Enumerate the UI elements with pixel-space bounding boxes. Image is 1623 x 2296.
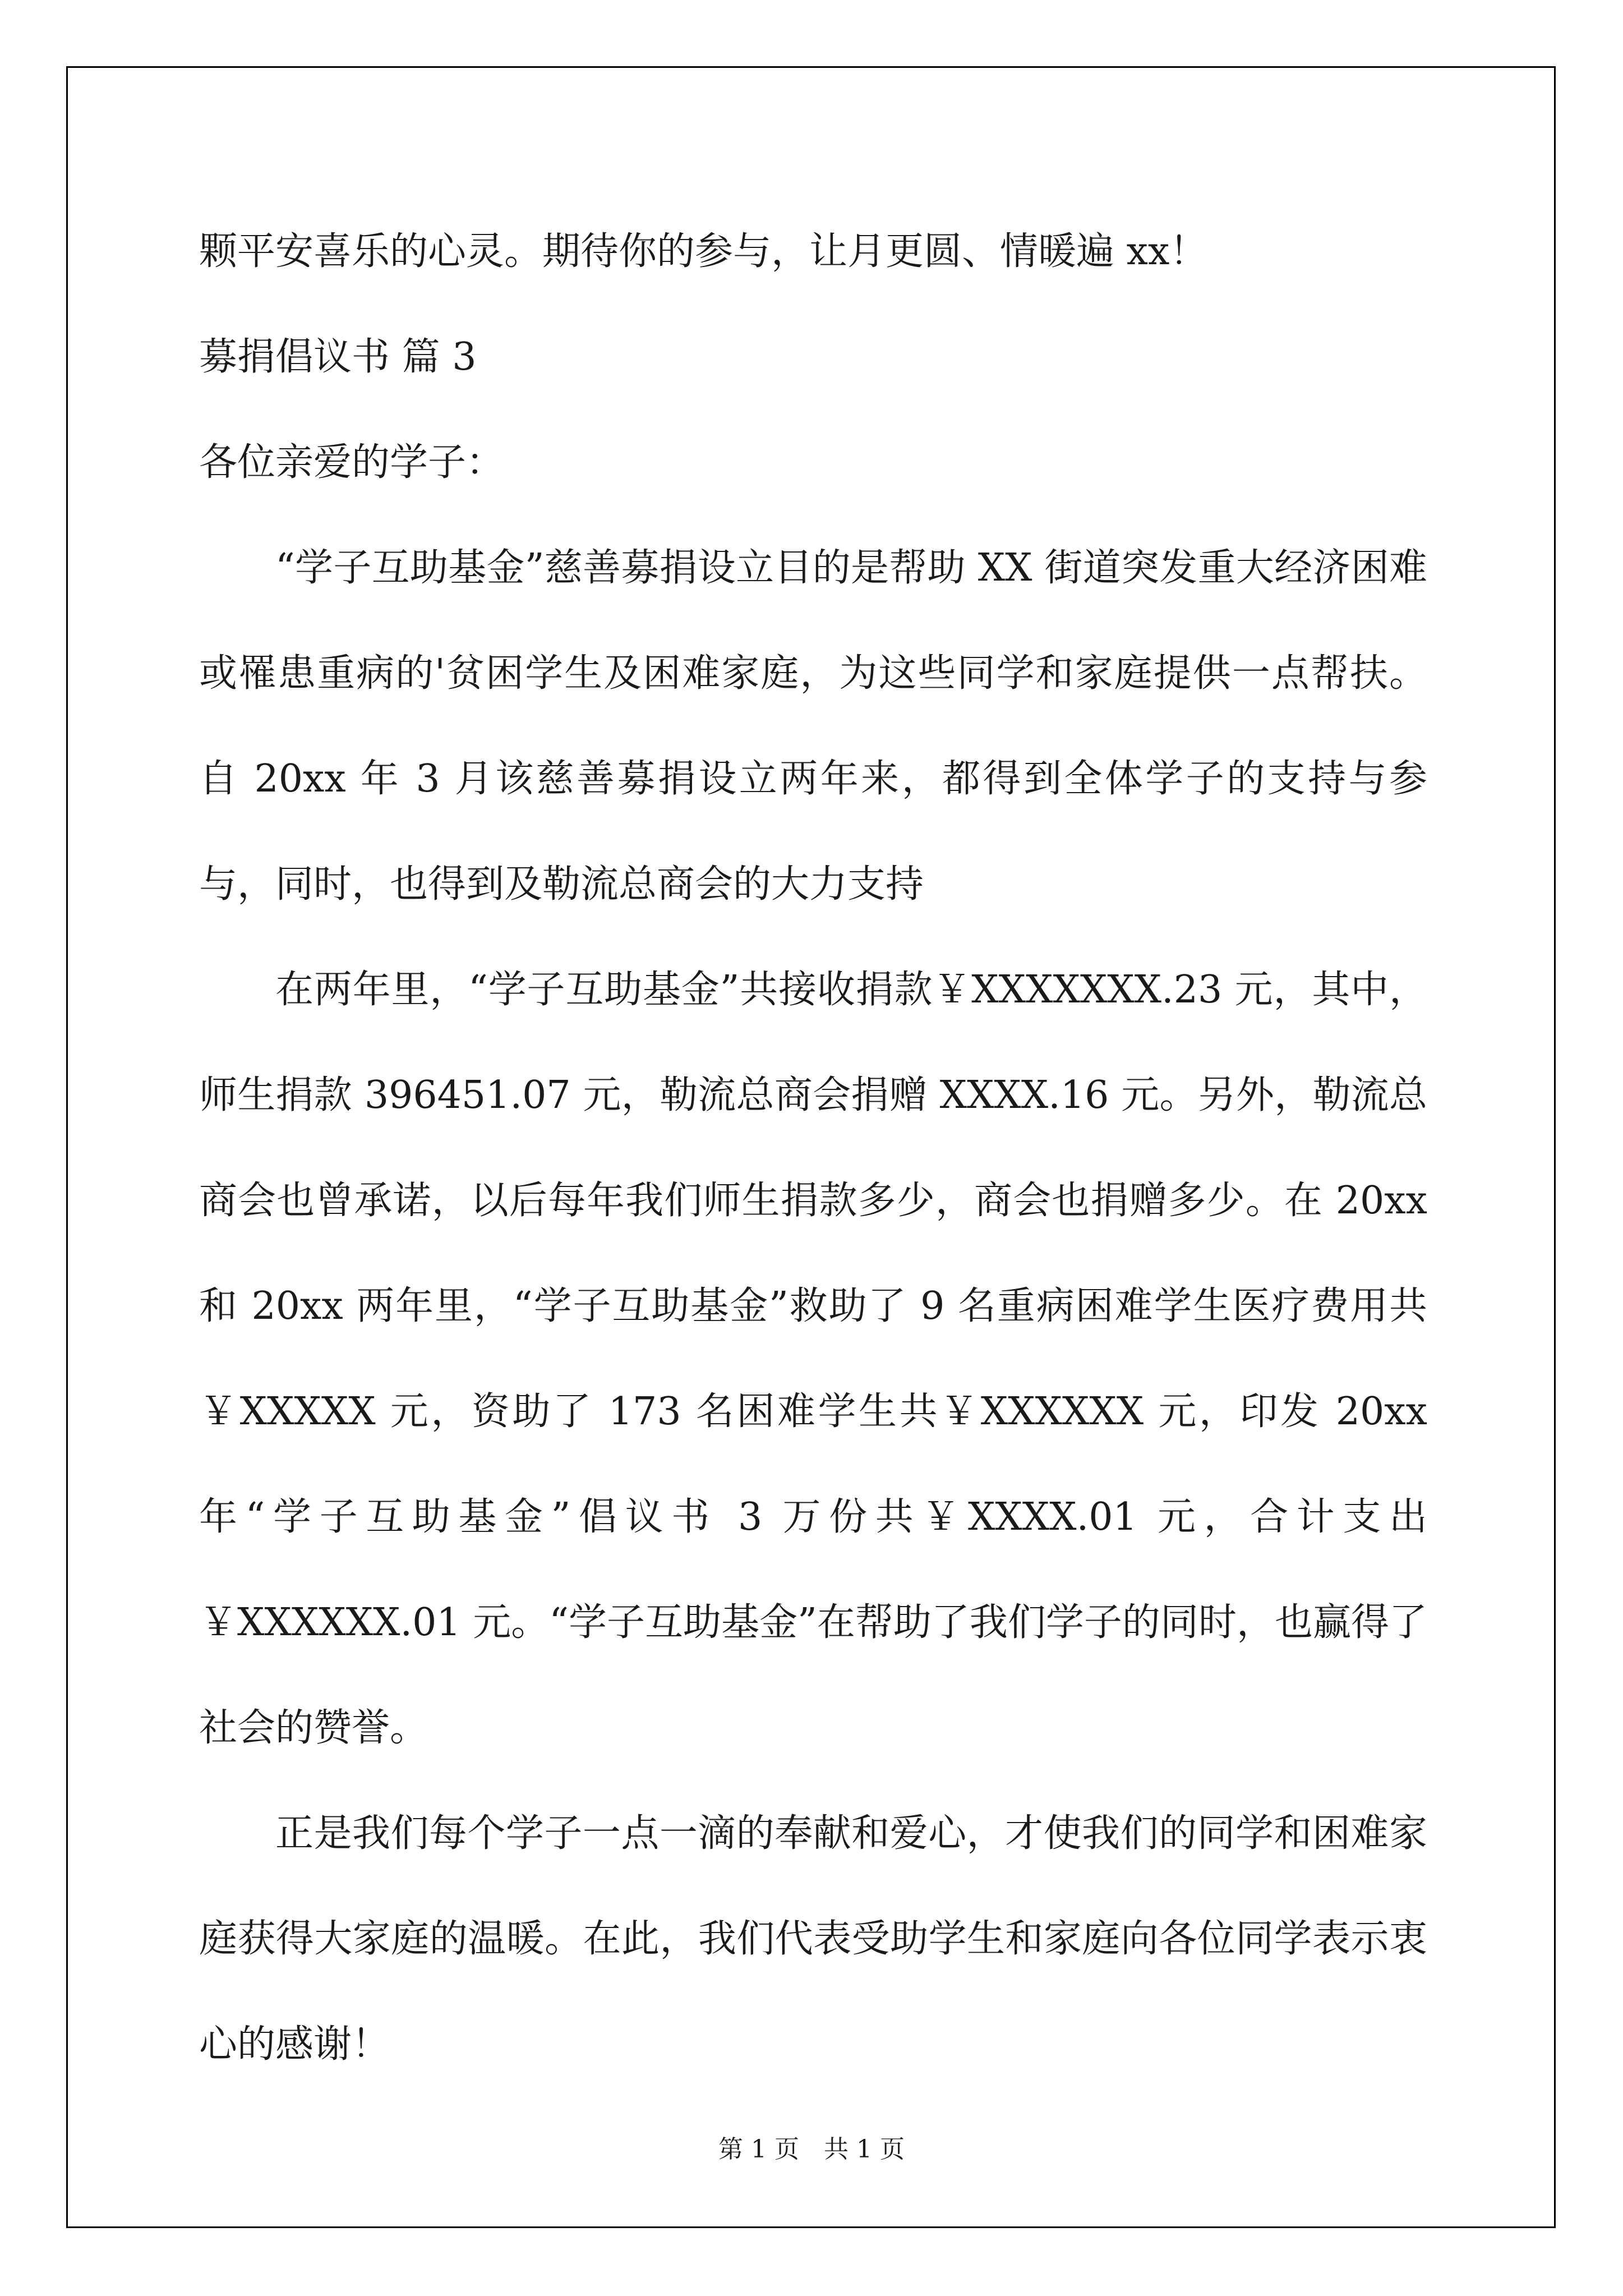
continuation-line: 颗平安喜乐的心灵。期待你的参与，让月更圆、情暖遍 xx！ — [199, 229, 1208, 274]
salutation: 各位亲爱的学子： — [199, 440, 505, 485]
paragraph-thanks: 正是我们每个学子一点一滴的奉献和爱心，才使我们的同学和困难家庭获得大家庭的温暖。在此，我们代表受助学生和家庭向各位同学表示衷心的感谢！ — [199, 1811, 1427, 2067]
section-title: 募捐倡议书 篇 3 — [199, 335, 477, 379]
page-footer: 第 1 页 共 1 页 — [718, 2135, 905, 2164]
paragraph-donations: 在两年里，“学子互助基金”共接收捐款￥XXXXXXX.23 元，其中，师生捐款 396451.07 元，勒流总商会捐赠 XXXX.16 元。另外，勒流总商会也曾承诺，以后每年我们师生捐款多少，商会也捐赠多少。在 20xx 和 20xx 两年里，“学子互助基金”救助了 9 名重病困难学生医疗费用共￥XXXXX 元，资助了 173 名困难学生共￥XXXXXX 元，印发 20xx 年“学子互助基金”倡议书 3 万份共￥XXXX.01 元，合计支出￥XXXXXX.01 元。“学子互助基金”在帮助了我们学子的同时，也赢得了社会的赞誉。 — [199, 968, 1427, 1750]
document-body — [199, 199, 1427, 2097]
paragraph-purpose: “学子互助基金”慈善募捐设立目的是帮助 XX 街道突发重大经济困难或罹患重病的'贫困学生及困难家庭，为这些同学和家庭提供一点帮扶。自 20xx 年 3 月该慈善募捐设立两年来，都得到全体学子的支持与参与，同时，也得到及勒流总商会的大力支持 — [199, 546, 1427, 907]
